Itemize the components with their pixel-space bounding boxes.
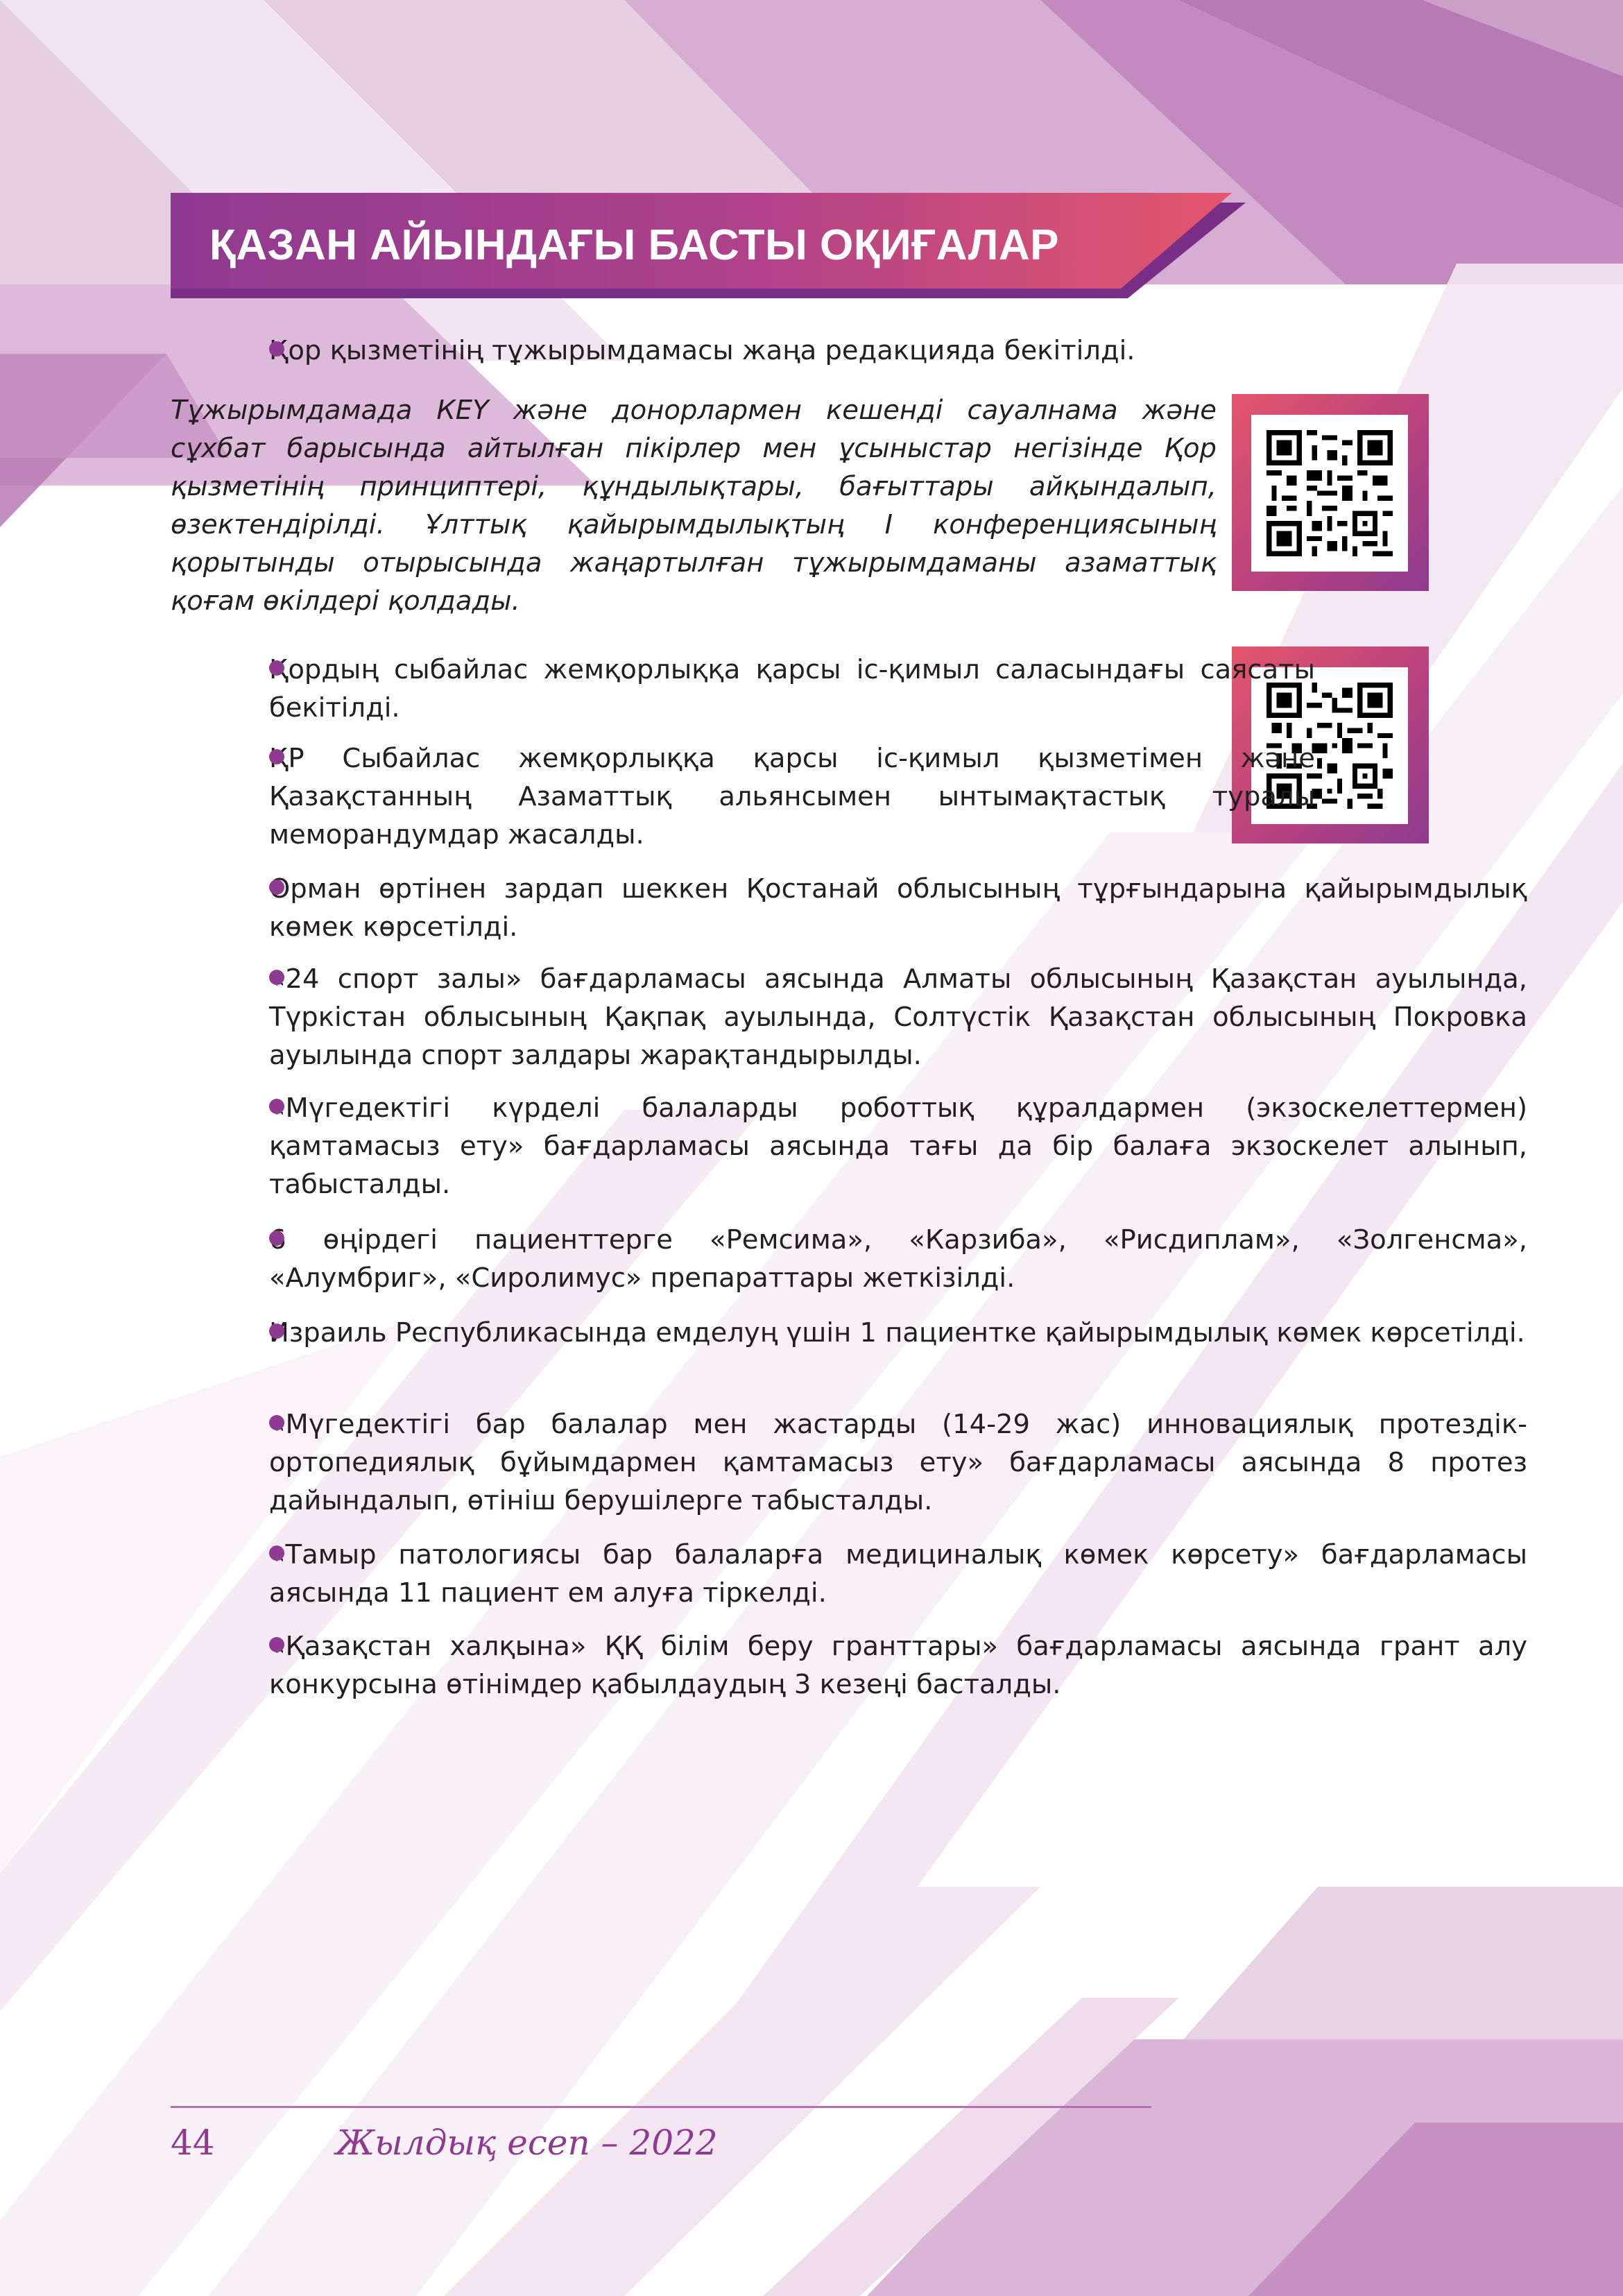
list-item: 6 өңірдегі пациенттерге «Ремсима», «Карзиба», «Рисдиплам», «Золгенсма», «Алумбриг», «Сиролимус» препараттары жеткізілді. xyxy=(269,1224,1527,1294)
page-number: 44 xyxy=(171,2123,215,2163)
list-item: ҚР Сыбайлас жемқорлыққа қарсы іс-қимыл қызметімен және Қазақстанның Азаматтық альянсымен ынтымақтастық туралы меморандумдар жасалды. xyxy=(269,743,1315,850)
qr-background xyxy=(1251,415,1408,572)
list-item: Қор қызметінің тұжырымдамасы жаңа редакцияда бекітілді. xyxy=(269,335,1135,366)
italic-paragraph: Тұжырымдамада КЕҮ және донорлармен кешенді сауалнама және сұхбат барысында айтылған пікірлер мен ұсыныстар негізінде Қор қызметінің принциптері, құндылықтары, бағыттары айқындалып, өзектендірілді. Ұлттық қайырымдылықтың I конференциясының қорытынды отырысында жаңартылған тұжырымдаманы азаматтық қоғам өкілдері қолдады. xyxy=(171,395,1217,617)
list-item: «Мүгедектігі күрделі балаларды роботтық құралдармен (экзоскелеттермен) қамтамасыз ету» бағдарламасы аясында тағы да бір балаға экзоскелет алынып, табысталды. xyxy=(269,1093,1527,1200)
list-item: «Қазақстан халқына» ҚҚ білім беру гранттары» бағдарламасы аясында грант алу конкурсына өтінімдер қабылдаудың 3 кезеңі басталды. xyxy=(269,1631,1527,1700)
list-item: Израиль Республикасында емделуң үшін 1 пациентке қайырымдылық көмек көрсетілді. xyxy=(269,1317,1525,1348)
list-item: «Мүгедектігі бар балалар мен жастарды (14-29 жас) инновациялық протездік-ортопедиялық бұйымдармен қамтамасыз ету» бағдарламасы аясында 8 протез дайындалып, өтініш берушілерге табысталды. xyxy=(269,1409,1527,1516)
section-banner xyxy=(171,193,1246,298)
qr-code-icon xyxy=(1266,430,1393,556)
list-item: «24 спорт залы» бағдарламасы аясында Алматы облысының Қазақстан ауылында, Түркістан облысының Қақпақ ауылында, Солтүстік Қазақстан облысының Покровка ауылында спорт залдары жарақтандырылды. xyxy=(269,963,1527,1071)
footer-divider xyxy=(171,2106,1151,2108)
list-item: «Тамыр патологиясы бар балаларға медициналық көмек көрсету» бағдарламасы аясында 11 пациент ем алуға тіркелді. xyxy=(269,1539,1527,1609)
footer-title: Жылдық есеп – 2022 xyxy=(336,2123,718,2163)
qr-code-1[interactable] xyxy=(1232,394,1429,591)
page-title: ҚАЗАН АЙЫНДАҒЫ БАСТЫ ОҚИҒАЛАР xyxy=(209,221,1059,269)
list-item: Орман өртінен зардап шеккен Қостанай облысының тұрғындарына қайырымдылық көмек көрсетілді. xyxy=(269,873,1527,943)
list-item: Қордың сыбайлас жемқорлыққа қарсы іс-қимыл саласындағы саясаты бекітілді. xyxy=(269,654,1315,723)
